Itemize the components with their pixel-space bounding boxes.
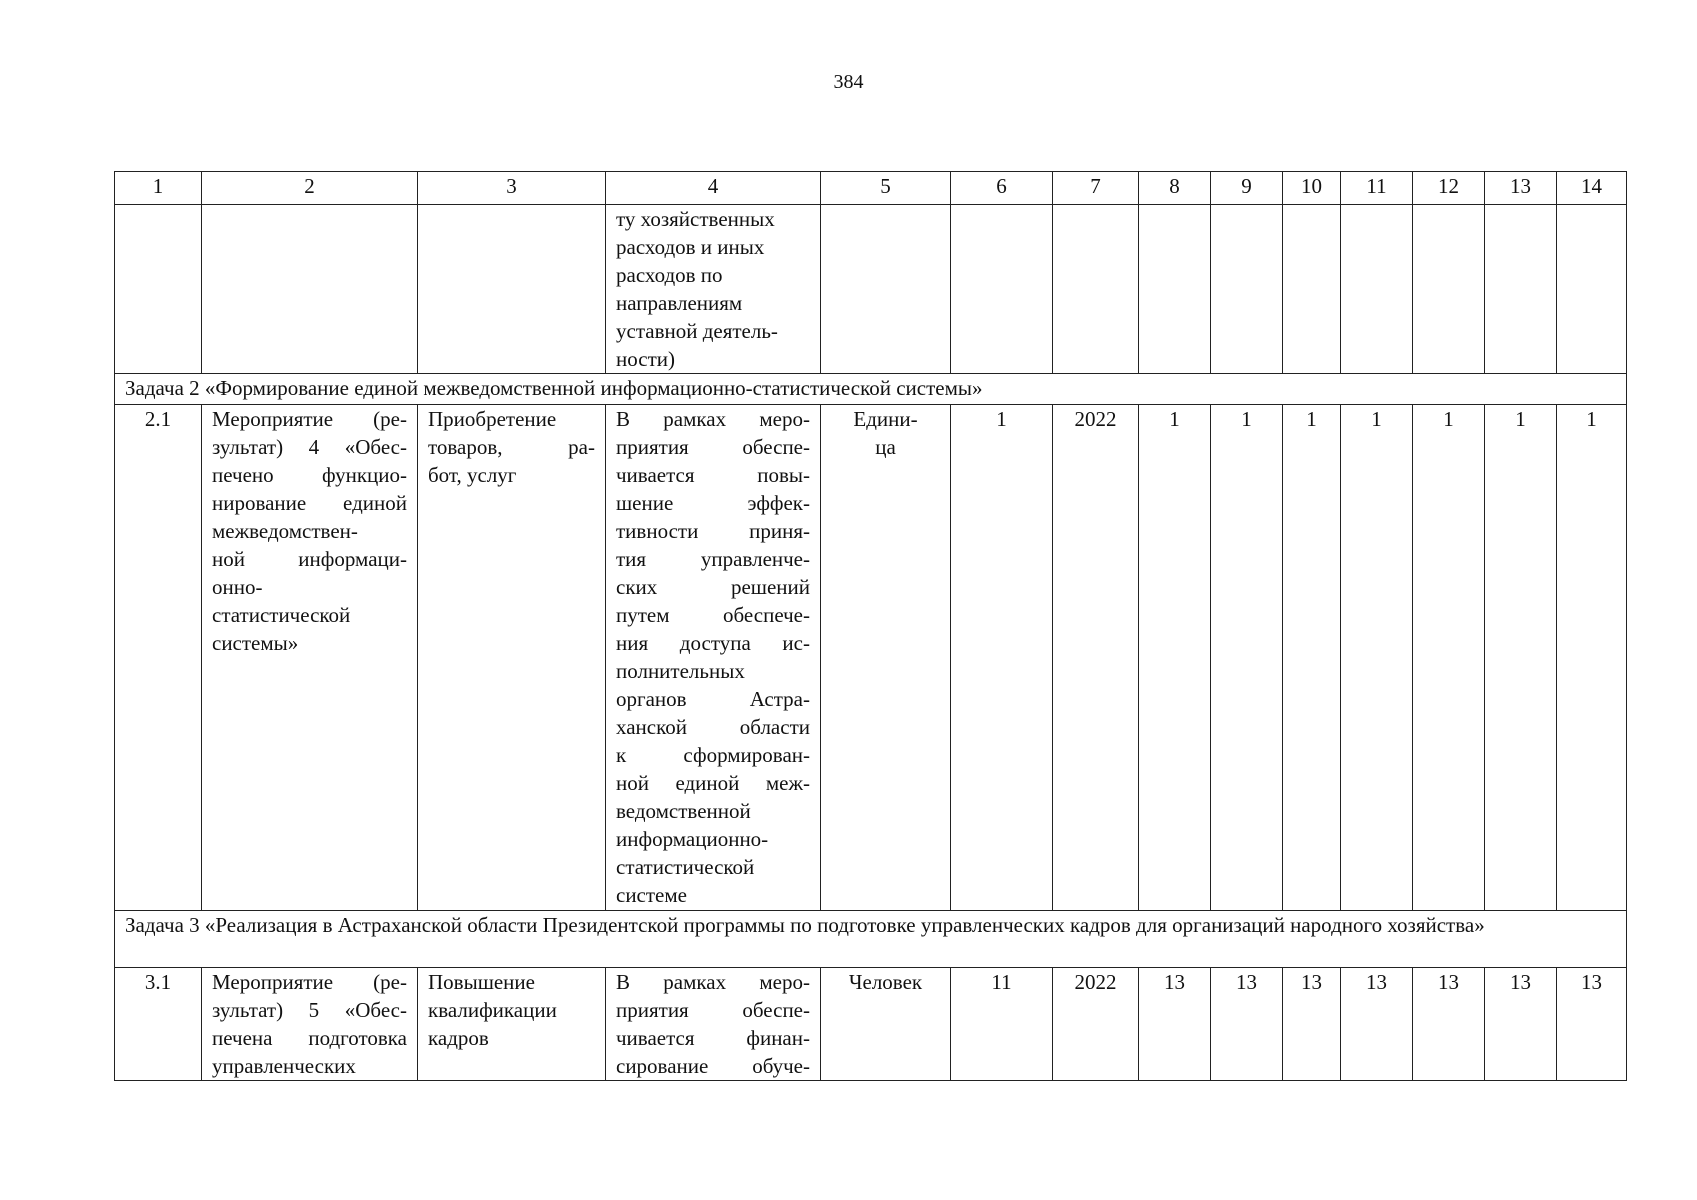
text-line: системы» [212,631,299,655]
column-number: 9 [1211,172,1283,205]
column-number: 13 [1485,172,1557,205]
text-line: печена подготовка [212,1026,407,1050]
text-line: ских решений [616,575,810,599]
text-line: Мероприятие (ре- [212,970,407,994]
text-line: Приобретение [428,407,557,431]
text-line: квалификации [428,998,557,1022]
column-number: 5 [821,172,951,205]
base-year: 2022 [1053,405,1139,911]
text-line: бот, услуг [428,463,517,487]
text-line: товаров, ра- [428,435,595,459]
column-number: 8 [1139,172,1211,205]
value-cell: 1 [1485,405,1557,911]
column-number: 10 [1283,172,1341,205]
text-line: статистической [616,855,755,879]
event-description [606,405,821,911]
text-line: ной информаци- [212,547,407,571]
text-line: нирование единой [212,491,407,515]
value-cell: 13 [1413,968,1485,1081]
text-line: информационно- [616,827,769,851]
task-2-title: Задача 2 «Формирование единой межведомственной информационно-статистической системы» [115,374,1627,405]
text-line: зультат) 4 «Обес- [212,435,407,459]
text-line: Мероприятие (ре- [212,407,407,431]
event-description [606,968,821,1081]
value-cell: 1 [1557,405,1627,911]
base-year: 2022 [1053,968,1139,1081]
value-cell: 13 [1557,968,1627,1081]
text-line: печено функцио- [212,463,407,487]
task-2-row [115,374,1627,405]
text-line: кадров [428,1026,489,1050]
text-line: приятия обеспе- [616,998,810,1022]
task-3-row [115,911,1627,968]
text-line: онно- [212,575,263,599]
text-line: В рамках меро- [616,407,810,431]
text-line: ной единой меж- [616,771,810,795]
text-line: тия управленче- [616,547,810,571]
text-line: зультат) 5 «Обес- [212,998,407,1022]
text-line: сирование обуче- [616,1054,810,1078]
event-type [418,968,606,1081]
event-name [202,968,418,1081]
unit-text: Едини- ца [853,407,918,459]
event-type [418,405,606,911]
page-number: 384 [833,71,864,93]
base-value: 1 [951,405,1053,911]
text-line: расходов по [616,263,723,287]
unit [821,405,951,911]
text-line: расходов и иных [616,235,765,259]
column-number: 14 [1557,172,1627,205]
continued-description [606,205,821,374]
row-number: 2.1 [115,405,202,911]
event-name [202,405,418,911]
text-line: В рамках меро- [616,970,810,994]
text-line: ту хозяйственных [616,207,775,231]
text-line: органов Астра- [616,687,810,711]
continuation-row [115,205,1627,374]
value-cell: 1 [1283,405,1341,911]
value-cell: 13 [1485,968,1557,1081]
text-line: ности) [616,347,675,371]
column-number: 12 [1413,172,1485,205]
text-line: системе [616,883,687,907]
column-number: 1 [115,172,202,205]
column-number: 6 [951,172,1053,205]
text-line: уставной деятель- [616,319,778,343]
text-line: межведомствен- [212,519,358,543]
text-line: к сформирован- [616,743,810,767]
text-line: тивности приня- [616,519,810,543]
text-line: направлениям [616,291,743,315]
value-cell: 1 [1211,405,1283,911]
indicators-table [114,171,1627,1081]
text-line: чивается финан- [616,1026,810,1050]
text-line: полнительных [616,659,745,683]
value-cell: 13 [1139,968,1211,1081]
text-line: управленческих [212,1054,356,1078]
text-line: статистической [212,603,351,627]
column-numbers-row [115,172,1627,205]
value-cell: 1 [1139,405,1211,911]
text-line: приятия обеспе- [616,435,810,459]
text-line: шение эффек- [616,491,810,515]
column-number: 2 [202,172,418,205]
row-number: 3.1 [115,968,202,1081]
text-line: ния доступа ис- [616,631,810,655]
column-number: 7 [1053,172,1139,205]
text-line: путем обеспече- [616,603,810,627]
column-number: 11 [1341,172,1413,205]
value-cell: 13 [1341,968,1413,1081]
text-line: ведомственной [616,799,751,823]
column-number: 4 [606,172,821,205]
task-3-title: Задача 3 «Реализация в Астраханской области Президентской программы по подготовке управленческих кадров для организаций народного хозяйства» [115,911,1627,968]
value-cell: 13 [1211,968,1283,1081]
unit: Человек [821,968,951,1081]
text-line: ханской области [616,715,810,739]
base-value: 11 [951,968,1053,1081]
text-line: чивается повы- [616,463,810,487]
value-cell: 1 [1341,405,1413,911]
text-line: Повышение [428,970,535,994]
table-row [115,405,1627,911]
table-row [115,968,1627,1081]
column-number: 3 [418,172,606,205]
value-cell: 13 [1283,968,1341,1081]
value-cell: 1 [1413,405,1485,911]
